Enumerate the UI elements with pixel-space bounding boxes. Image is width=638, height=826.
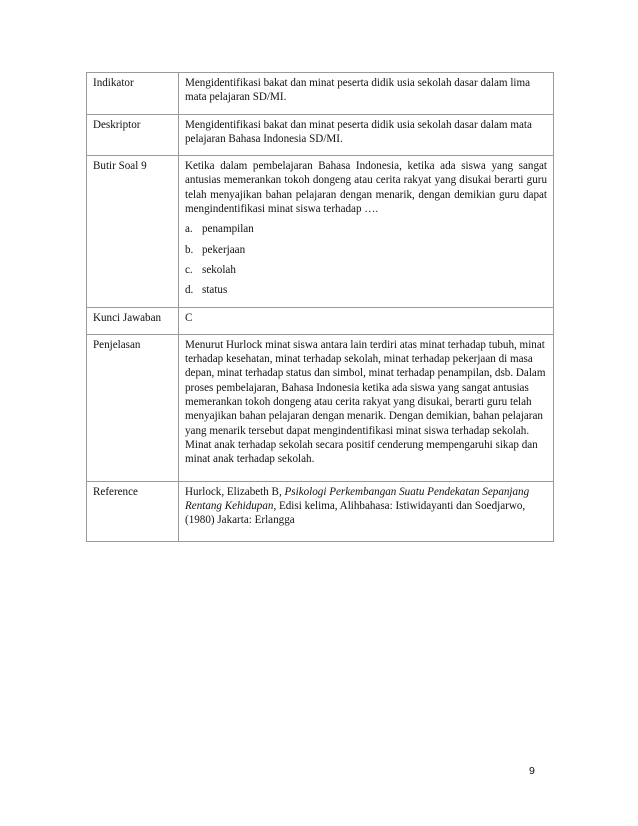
option-item <box>185 263 547 277</box>
answer-options <box>185 222 547 297</box>
row-reference <box>87 481 554 542</box>
option-item <box>185 283 547 297</box>
option-text: pekerjaan <box>202 243 246 256</box>
row-kunci-jawaban <box>87 307 554 334</box>
row-value: C <box>179 307 554 334</box>
option-letter: a. <box>185 223 193 236</box>
option-item <box>185 222 547 236</box>
question-text: Ketika dalam pembelajaran Bahasa Indonesia, ketika ada siswa yang sangat antusias memerankan tokoh dongeng atau cerita rakyat yang disukai berarti guru telah menyajikan bahan pelajaran dengan menarik, dengan demikian guru dapat mengindentifikasi minat siswa terhadap …. <box>185 160 547 216</box>
row-value: Mengidentifikasi bakat dan minat peserta didik usia sekolah dasar dalam lima mata pelajaran SD/MI. <box>179 73 554 115</box>
row-deskriptor <box>87 114 554 156</box>
row-label: Butir Soal 9 <box>87 156 179 307</box>
row-label: Kunci Jawaban <box>87 307 179 334</box>
row-value <box>179 481 554 542</box>
row-value: Menurut Hurlock minat siswa antara lain terdiri atas minat terhadap tubuh, minat terhadap kesehatan, minat terhadap sekolah, minat terhadap pekerjaan di masa depan, minat terhadap status dan simbol, minat terhadap penampilan, dsb. Dalam proses pembelajaran, Bahasa Indonesia ketika ada siswa yang sangat antusias memerankan tokoh dongeng atau cerita rakyat yang disukai, berarti guru telah menyajikan bahan pelajaran dengan menarik. Dengan demikian, bahan pelajaran yang menarik tersebut dapat mengindentifikasi minat siswa terhadap sekolah. Minat anak terhadap sekolah secara positif cenderung mempengaruhi sikap dan minat anak terhadap sekolah. <box>179 334 554 481</box>
question-table <box>86 72 554 542</box>
row-value: Mengidentifikasi bakat dan minat peserta didik usia sekolah dasar dalam mata pelajaran Bahasa Indonesia SD/MI. <box>179 114 554 156</box>
row-label: Penjelasan <box>87 334 179 481</box>
row-label: Reference <box>87 481 179 542</box>
option-letter: b. <box>185 243 194 256</box>
reference-book-title: Psikologi Perkembangan Suatu Pendekatan Sepanjang Rentang Kehidupan <box>185 485 530 512</box>
option-text: sekolah <box>202 263 236 276</box>
row-label: Deskriptor <box>87 114 179 156</box>
option-text: status <box>202 284 228 297</box>
row-indikator <box>87 73 554 115</box>
page-number: 9 <box>529 765 535 777</box>
row-value <box>179 156 554 307</box>
row-butir-soal <box>87 156 554 307</box>
option-text: penampilan <box>202 223 254 236</box>
reference-author: Hurlock, Elizabeth B, <box>185 485 285 498</box>
reference-details: , Edisi kelima, Alihbahasa: Istiwidayanti dan Soedjarwo, (1980) Jakarta: Erlangga <box>185 499 526 527</box>
option-letter: c. <box>185 263 193 276</box>
option-item <box>185 243 547 257</box>
row-penjelasan <box>87 334 554 481</box>
option-letter: d. <box>185 284 194 297</box>
row-label: Indikator <box>87 73 179 115</box>
